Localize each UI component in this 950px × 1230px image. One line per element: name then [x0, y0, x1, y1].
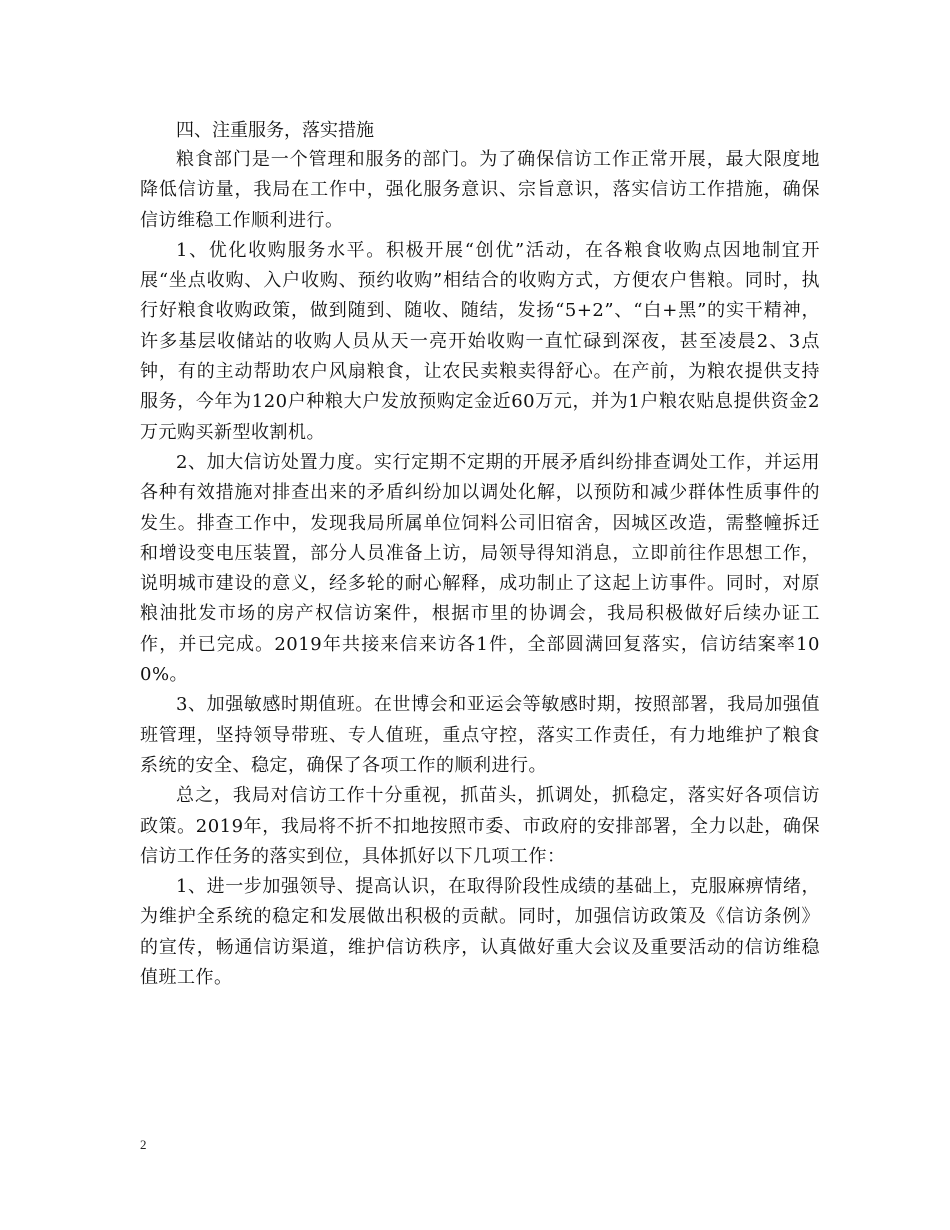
paragraph-sensitive-duty: 3、加强敏感时期值班。在世博会和亚运会等敏感时期，按照部署，我局加强值班管理，坚持领导带班、专人值班，重点守控，落实工作责任，有力地维护了粮食系统的安全、稳定，确保了各项工作的顺利进行。: [140, 694, 820, 776]
paragraph-petition-handling: 2、加大信访处置力度。实行定期不定期的开展矛盾纠纷排查调处工作，并运用各种有效措施对排查出来的矛盾纠纷加以调处化解，以预防和减少群体性质事件的发生。排查工作中，发现我局所属单位饲料公司旧宿舍，因城区改造，需整幢拆迁和增设变电压装置，部分人员准备上访，局领导得知消息，立即前往作思想工作，说明城市建设的意义，经多轮的耐心解释，成功制止了这起上访事件。同时，对原粮油批发市场的房产权信访案件，根据市里的协调会，我局积极做好后续办证工作，并已完成。2019年共接来信来访各1件，全部圆满回复落实，信访结案率100%。: [140, 451, 820, 686]
page-number: 2: [140, 1137, 147, 1152]
paragraph-strengthen-leadership: 1、进一步加强领导、提高认识，在取得阶段性成绩的基础上，克服麻痹情绪，为维护全系统的稳定和发展做出积极的贡献。同时，加强信访政策及《信访条例》的宣传，畅通信访渠道，维护信访秩序，认真做好重大会议及重要活动的信访维稳值班工作。: [140, 876, 820, 989]
document-body: [140, 116, 820, 993]
section-heading: 四、注重服务，落实措施: [176, 120, 374, 141]
paragraph-purchase-service: 1、优化收购服务水平。积极开展“创优”活动，在各粮食收购点因地制宜开展“坐点收购、入户收购、预约收购”相结合的收购方式，方便农户售粮。同时，执行好粮食收购政策，做到随到、随收、随结，发扬“5+2”、“白+黑”的实干精神，许多基层收储站的收购人员从天一亮开始收购一直忙碌到深夜，甚至凌晨2、3点钟，有的主动帮助农户风扇粮食，让农民卖粮卖得舒心。在产前，为粮农提供支持服务，今年为120户种粮大户发放预购定金近60万元，并为1户粮农贴息提供资金2万元购买新型收割机。: [140, 239, 820, 443]
paragraph-intro: 粮食部门是一个管理和服务的部门。为了确保信访工作正常开展，最大限度地降低信访量，我局在工作中，强化服务意识、宗旨意识，落实信访工作措施，确保信访维稳工作顺利进行。: [140, 149, 820, 231]
paragraph-summary: 总之，我局对信访工作十分重视，抓苗头，抓调处，抓稳定，落实好各项信访政策。2019年，我局将不折不扣地按照市委、市政府的安排部署，全力以赴，确保信访工作任务的落实到位，具体抓好以下几项工作：: [140, 785, 820, 867]
